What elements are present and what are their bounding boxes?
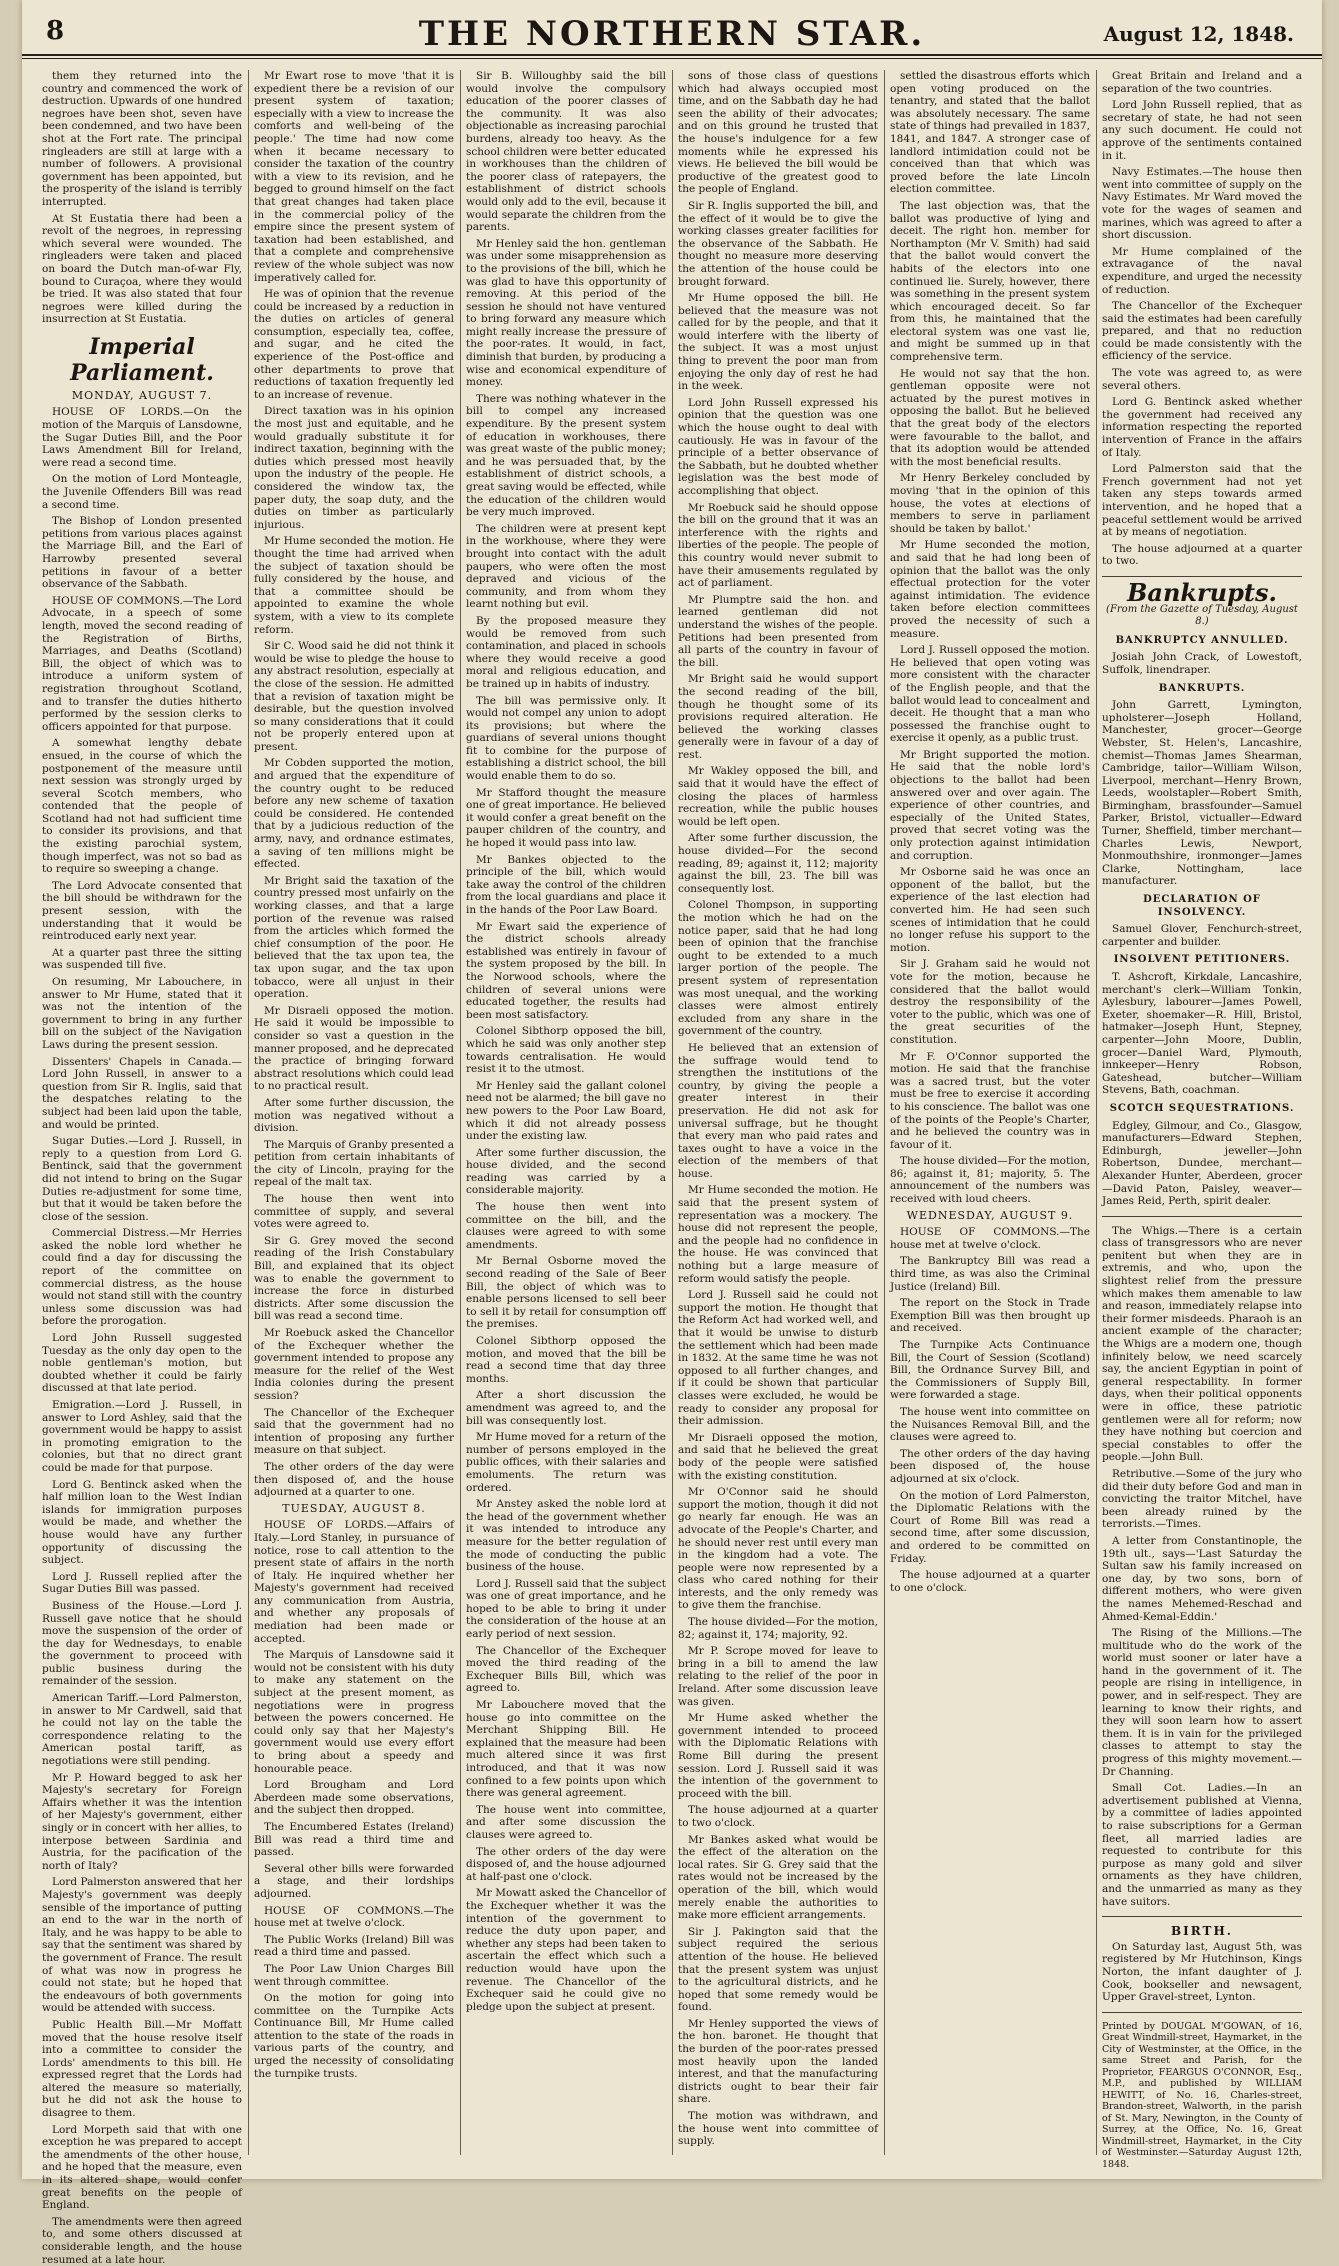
paragraph: The Marquis of Granby presented a petition from certain inhabitants of the city of Lincoln, praying for the repeal of the malt tax.	[254, 1138, 454, 1189]
printer-imprint: Printed by DOUGAL M'GOWAN, of 16, Great Windmill-street, Haymarket, in the City of Westminster, at the Office, in the same Street and Parish, for the Proprietor, FEARGUS O'CONNOR, Esq., M.P., and published by WILLIAM HEWITT, of No. 16, Charles-street, Brandon-street, Walworth, in the parish of St. Mary, Newington, in the County of Surrey, at the Office, No. 16, Great Windmill-street, Haymarket, in the City of Westminster.—Saturday August 12th, 1848.	[1102, 2020, 1302, 2170]
paragraph: Commercial Distress.—Mr Herries asked the noble lord whether he could find a day for discussing the report of the committee on commercial distress, as the house would not stand still with the country unless some discussion was had before the prorogation.	[42, 1227, 242, 1328]
paragraph: Mr Bankes objected to the principle of the bill, which would take away the control of the children from the local guardians and place it in the hands of the Poor Law Board.	[466, 853, 666, 916]
paragraph: Mr Bright supported the motion. He said that the noble lord's objections to the ballot had been answered over and over again. The experience of other countries, and especially of the United States, proved that secret voting was the only protection against intimidation and corruption.	[890, 748, 1090, 862]
paragraph: Mr Mowatt asked the Chancellor of the Exchequer whether it was the intention of the government to reduce the duty upon paper, and whether any steps had been taken to ascertain the effect which such a reduction would have upon the revenue. The Chancellor of the Exchequer said he could give no pledge upon the subject at present.	[466, 1887, 666, 2013]
paragraph: Mr Roebuck said he should oppose the bill on the ground that it was an interference with the rights and liberties of the people. The people of this country would never submit to have their amusements regulated by act of parliament.	[678, 501, 878, 590]
column-5	[890, 70, 1090, 2160]
paragraph: Lord J. Russell opposed the motion. He believed that open voting was more consistent with the character of the English people, and that the ballot would lead to concealment and deceit. He thought that a man who possessed the franchise ought to exercise it openly, as a public trust.	[890, 644, 1090, 745]
paragraph: Colonel Sibthorp opposed the bill, which he said was only another step towards centralisation. He would resist it to the utmost.	[466, 1025, 666, 1076]
newspaper-page	[22, 0, 1322, 2266]
section-heading-bankrupts: Bankrupts.	[1127, 577, 1277, 607]
paragraph: Mr Henley supported the views of the hon. baronet. He thought that the burden of the poor-rates pressed most heavily upon the landed interest, and that the manufacturing districts ought to bear their fair share.	[678, 2017, 878, 2106]
paragraph: T. Ashcroft, Kirkdale, Lancashire, merchant's clerk—William Tonkin, Aylesbury, labourer—James Powell, Exeter, shoemaker—R. Hill, Bristol, hatmaker—Joseph Hunt, Stepney, carpenter—John Moore, Dublin, grocer—Daniel Ward, Plymouth, innkeeper—Henry Robson, Gateshead, butcher—William Stevens, Bath, coachman.	[1102, 971, 1302, 1097]
paragraph: Mr Hume complained of the extravagance of the naval expenditure, and urged the necessity of reduction.	[1102, 245, 1302, 296]
paragraph: HOUSE OF COMMONS.—The house met at twelve o'clock.	[890, 1226, 1090, 1251]
paragraph: The house went into committee on the Nuisances Removal Bill, and the clauses were agreed to.	[890, 1405, 1090, 1444]
paragraph: The bill was permissive only. It would not compel any union to adopt its provisions; but where the guardians of several unions thought fit to combine for the purpose of establishing a district school, the bill would enable them to do so.	[466, 694, 666, 783]
paragraph: The house then went into committee on the bill, and the clauses were agreed to with some amendments.	[466, 1201, 666, 1251]
paragraph: The Encumbered Estates (Ireland) Bill was read a third time and passed.	[254, 1820, 454, 1859]
paragraph: Josiah John Crack, of Lowestoft, Suffolk, linendraper.	[1102, 651, 1302, 676]
paragraph: Business of the House.—Lord J. Russell gave notice that he should move the suspension of the order of the day for Wednesdays, to enable the government to proceed with public business during the remainder of the session.	[42, 1599, 242, 1688]
paragraph: Mr Henley said the hon. gentleman was under some misapprehension as to the provisions of the bill, which he was glad to have this opportunity of removing. At this period of the session he should not have ventured to bring forward any measure which might really increase the pressure of the poor-rates. It would, in fact, diminish that burden, by producing a wise and economical expenditure of money.	[466, 237, 666, 389]
paragraph: By the proposed measure they would be removed from such contamination, and placed in schools where they would receive a good moral and religious education, and be trained up in habits of industry.	[466, 614, 666, 690]
paragraph: After some further discussion, the motion was negatived without a division.	[254, 1096, 454, 1135]
date-subheading: WEDNESDAY, AUGUST 9.	[906, 1208, 1074, 1222]
paragraph: Mr F. O'Connor supported the motion. He said that the franchise was a sacred trust, but the voter must be free to exercise it according to his conscience. The ballot was one of the points of the People's Charter, and he believed the country was in favour of it.	[890, 1050, 1090, 1151]
paragraph: Navy Estimates.—The house then went into committee of supply on the Navy Estimates. Mr Ward moved the vote for the wages of seamen and marines, which was agreed to after a short discussion.	[1102, 166, 1302, 242]
paragraph: Mr Plumptre said the hon. and learned gentleman did not understand the wishes of the people. Petitions had been presented from all parts of the country in favour of the bill.	[678, 593, 878, 669]
paragraph: Lord John Russell replied, that as secretary of state, he had not seen any such document. He could not approve of the sentiments contained in it.	[1102, 99, 1302, 162]
paragraph: Mr Hume moved for a return of the number of persons employed in the public offices, with their salaries and emoluments. The return was ordered.	[466, 1431, 666, 1494]
paragraph: At a quarter past three the sitting was suspended till five.	[42, 946, 242, 972]
birth-heading: BIRTH.	[1171, 1924, 1233, 1939]
paragraph: Lord Morpeth said that with one exception he was prepared to accept the amendments of the other house, and he hoped that the measure, even in its altered shape, would confer great benefits on the people of England.	[42, 2123, 242, 2212]
paragraph: Mr Cobden supported the motion, and argued that the expenditure of the country ought to be reduced before any new scheme of taxation could be considered. He contended that by a judicious reduction of the army, navy, and ordnance estimates, a saving of ten millions might be effected.	[254, 757, 454, 871]
paragraph: The house adjourned at a quarter to two o'clock.	[678, 1804, 878, 1829]
paragraph: Direct taxation was in his opinion the most just and equitable, and he would gradually substitute it for indirect taxation, beginning with the duties which pressed most heavily upon the industry of the people. He considered the window tax, the paper duty, the soap duty, and the duties on timber as particularly injurious.	[254, 405, 454, 531]
column-2	[254, 70, 454, 2160]
paragraph: Mr Bernal Osborne moved the second reading of the Sale of Beer Bill, the object of which was to enable persons licensed to sell beer to sell it by retail for consumption off the premises.	[466, 1255, 666, 1331]
paragraph: Samuel Glover, Fenchurch-street, carpenter and builder.	[1102, 923, 1302, 948]
paragraph: The children were at present kept in the workhouse, where they were brought into contact with the adult paupers, who were often the most depraved and vicious of the community, and from whom they learnt nothing but evil.	[466, 522, 666, 611]
section-rule	[1102, 2012, 1302, 2013]
paragraph: The house then went into committee of supply, and several votes were agreed to.	[254, 1193, 454, 1231]
paragraph: The Public Works (Ireland) Bill was read a third time and passed.	[254, 1933, 454, 1959]
paragraph: The Bankruptcy Bill was read a third time, as was also the Criminal Justice (Ireland) Bill.	[890, 1255, 1090, 1293]
paragraph: Colonel Sibthorp opposed the motion, and moved that the bill be read a second time that day three months.	[466, 1335, 666, 1385]
paragraph: The last objection was, that the ballot was productive of lying and deceit. The right hon. member for Northampton (Mr V. Smith) had said that the ballot would convert the habits of the electors into one continued lie. Surely, however, there was something in the present system which encouraged deceit. So far from this, he maintained that the electoral system was one vast lie, and might be summed up in that comprehensive term.	[890, 199, 1090, 364]
paragraph: Lord J. Russell said that the subject was one of great importance, and he hoped to be able to bring it under the consideration of the house at an early period of next session.	[466, 1577, 666, 1641]
paragraph: Mr Hume asked whether the government intended to proceed with the Diplomatic Relations with Rome Bill during the present session. Lord J. Russell said it was the intention of the government to proceed with the bill.	[678, 1712, 878, 1800]
paragraph: On the motion of Lord Monteagle, the Juvenile Offenders Bill was read a second time.	[42, 473, 242, 511]
paragraph: Edgley, Gilmour, and Co., Glasgow, manufacturers—Edward Stephen, Edinburgh, jeweller—John Robertson, Dundee, merchant—Alexander Hunter, Aberdeen, grocer—David Paton, Paisley, weaver—James Reid, Perth, spirit dealer.	[1102, 1119, 1302, 1208]
paragraph: The house went into committee, and after some discussion the clauses were agreed to.	[466, 1803, 666, 1841]
paragraph: The house adjourned at a quarter to one o'clock.	[890, 1569, 1090, 1594]
paragraph: Mr Osborne said he was once an opponent of the ballot, but the experience of the last election had converted him. He had seen such scenes of intimidation that he could no longer refuse his support to the motion.	[890, 866, 1090, 954]
paragraph: settled the disastrous efforts which open voting produced on the tenantry, and stated that the ballot was absolutely necessary. The same state of things had prevailed in 1837, 1841, and 1847. A stronger case of landlord intimidation could not be conceived than that which was proved before the late Lincoln election committee.	[890, 70, 1090, 196]
paragraph: sons of those class of questions which had always occupied most time, and on the Sabbath day he had seen the ability of their advocates; and on this ground he trusted that the house's indulgence for a few moments while he expressed his views. He believed the bill would be productive of the greatest good to the people of England.	[678, 70, 878, 196]
paragraph: Mr Anstey asked the noble lord at the head of the government whether it was intended to introduce any measure for the better regulation of the mode of conducting the public business of the house.	[466, 1498, 666, 1574]
paragraph: HOUSE OF LORDS.—On the motion of the Marquis of Lansdowne, the Sugar Duties Bill, and the Poor Laws Amendment Bill for Ireland, were read a second time.	[42, 406, 242, 469]
paragraph: Lord G. Bentinck asked when the half million loan to the West Indian islands for immigration purposes would be made, and whether the house would have any further opportunity of discussing the subject.	[42, 1478, 242, 1567]
paragraph: On the motion of Lord Palmerston, the Diplomatic Relations with the Court of Rome Bill was read a second time, after some discussion, and ordered to be committed on Friday.	[890, 1489, 1090, 1565]
paragraph: Mr Hume seconded the motion. He thought the time had arrived when the subject of taxation should be fully considered by the house, and that a committee should be appointed to examine the whole system, with a view to its complete reform.	[254, 535, 454, 636]
paragraph: HOUSE OF LORDS.—Affairs of Italy.—Lord Stanley, in pursuance of notice, rose to call attention to the present state of affairs in the north of Italy. He inquired whether her Majesty's government had received any communication from Austria, and whether any proposals of mediation had been made or accepted.	[254, 1519, 454, 1645]
paragraph: Lord Palmerston said that the French government had not yet taken any steps towards armed intervention, and he hoped that a peaceful settlement would be arrived at by means of negotiation.	[1102, 463, 1302, 539]
paragraph: Sir B. Willoughby said the bill would involve the compulsory education of the poorer classes of the community. It was also objectionable as increasing parochial burdens, already too heavy. As the school children were better educated in workhouses than the children of the poorer class of ratepayers, the establishment of district schools would only add to the evil, because it would separate the children from the parents.	[466, 70, 666, 234]
paragraph: The Bishop of London presented petitions from various places against the Marriage Bill, and the Earl of Harrowby presented several petitions in favour of a better observance of the Sabbath.	[42, 515, 242, 591]
paragraph: The Marquis of Lansdowne said it would not be consistent with his duty to make any statement on the subject at the present moment, as negotiations were in progress between the powers concerned. He could only say that her Majesty's government would use every effort to bring about a speedy and honourable peace.	[254, 1649, 454, 1775]
paragraph: Mr Disraeli opposed the motion. He said it would be impossible to consider so vast a question in the manner proposed, and he deprecated the practice of bringing forward abstract resolutions which could lead to no practical result.	[254, 1004, 454, 1093]
paragraph: The Lord Advocate consented that the bill should be withdrawn for the present session, with the understanding that it would be reintroduced early next year.	[42, 879, 242, 943]
paragraph: Mr Bright said the taxation of the country pressed most unfairly on the working classes, and that a large portion of the revenue was raised from the articles which formed the chief consumption of the poor. He believed that the tax upon tea, the tax upon sugar, and the tax upon tobacco, were all unjust in their operation.	[254, 874, 454, 1001]
paragraph: HOUSE OF COMMONS.—The Lord Advocate, in a speech of some length, moved the second reading of the Registration of Births, Marriages, and Deaths (Scotland) Bill, the object of which was to introduce a uniform system of registration throughout Scotland, and to transfer the duties hitherto performed by the session clerks to officers appointed for that purpose.	[42, 594, 242, 733]
newspaper-title: THE NORTHERN STAR.	[418, 14, 926, 54]
paragraph: There was nothing whatever in the bill to compel any increased expenditure. By the present system of education in workhouses, there was great waste of the public money; and he was persuaded that, by the establishment of district schools, a great saving would be effected, while the education of the children would be very much improved.	[466, 392, 666, 519]
paragraph: The amendments were then agreed to, and some others discussed at considerable length, and the house resumed at a late hour.	[42, 2215, 242, 2266]
paragraph: Public Health Bill.—Mr Moffatt moved that the house resolve itself into a committee to consider the Lords' amendments to this bill. He expressed regret that the Lords had altered the measure so materially, but he did not ask the house to disagree to them.	[42, 2018, 242, 2120]
paragraph: Lord G. Bentinck asked whether the government had received any information respecting the reported intervention of France in the affairs of Italy.	[1102, 396, 1302, 459]
paragraph: After a short discussion the amendment was agreed to, and the bill was consequently lost.	[466, 1389, 666, 1427]
paragraph: On the motion for going into committee on the Turnpike Acts Continuance Bill, Mr Hume called attention to the state of the roads in various parts of the country, and urged the necessity of consolidating the turnpike trusts.	[254, 1992, 454, 2080]
paragraph: The house divided—For the motion, 86; against it, 81; majority, 5. The announcement of the numbers was received with loud cheers.	[890, 1155, 1090, 1206]
date-subheading: TUESDAY, AUGUST 8.	[282, 1501, 426, 1515]
paragraph: The other orders of the day having been disposed of, the house adjourned at six o'clock.	[890, 1447, 1090, 1485]
paragraph: The Chancellor of the Exchequer said that the government had no intention of proposing any further measure on that subject.	[254, 1406, 454, 1457]
column-4	[678, 70, 878, 2160]
paragraph: John Garrett, Lymington, upholsterer—Joseph Holland, Manchester, grocer—George Webster, St. Helen's, Lancashire, chemist—Thomas James Shearman, Cambridge, tailor—William Wilson, Liverpool, merchant—Henry Brown, Leeds, woolstapler—Robert Smith, Birmingham, brassfounder—Samuel Parker, Bristol, victualler—Edward Turner, Sheffield, timber merchant—Charles Lewis, Newport, Monmouthshire, ironmonger—James Clarke, Nottingham, lace manufacturer.	[1102, 699, 1302, 888]
masthead	[22, 14, 1322, 56]
paragraph: Mr Hume seconded the motion, and said that he had long been of opinion that the ballot was the only effectual protection for the voter against intimidation. The evidence taken before election committees proved the necessity of such a measure.	[890, 539, 1090, 640]
issue-date: August 12, 1848.	[1103, 22, 1294, 46]
column-6	[1102, 70, 1302, 2170]
paragraph: The Chancellor of the Exchequer said the estimates had been carefully prepared, and that no reduction could be made consistently with the efficiency of the service.	[1102, 300, 1302, 363]
page-number: 8	[46, 16, 65, 46]
paragraph: Mr O'Connor said he should support the motion, though it did not go nearly far enough. He was an advocate of the People's Charter, and he should never rest until every man in the kingdom had a vote. The people were now represented by a class who cared nothing for their interests, and the only remedy was to give them the franchise.	[678, 1486, 878, 1612]
paragraph: The Chancellor of the Exchequer moved the third reading of the Exchequer Bills Bill, which was agreed to.	[466, 1644, 666, 1695]
paragraph: Sir R. Inglis supported the bill, and the effect of it would be to give the working classes greater facilities for the observance of the Sabbath. He thought no measure more deserving the attention of the house could be brought forward.	[678, 199, 878, 288]
paragraph: The other orders of the day were then disposed of, and the house adjourned at a quarter to one.	[254, 1460, 454, 1499]
paragraph: Mr Roebuck asked the Chancellor of the Exchequer whether the government intended to propose any measure for the relief of the West India colonies during the present session?	[254, 1327, 454, 1402]
paragraph: He would not say that the hon. gentleman opposite were not actuated by the purest motives in opposing the ballot. But he believed that the great body of the electors were favourable to the ballot, and that its adoption would be attended with the most beneficial results.	[890, 367, 1090, 468]
paragraph: Mr Disraeli opposed the motion, and said that he believed the great body of the people were satisfied with the existing constitution.	[678, 1431, 878, 1482]
section-rule	[1102, 576, 1302, 577]
paragraph: Dissenters' Chapels in Canada.—Lord John Russell, in answer to a question from Sir R. Inglis, said that the despatches relating to the subject had been laid upon the table, and would be printed.	[42, 1055, 242, 1131]
paragraph: The report on the Stock in Trade Exemption Bill was then brought up and received.	[890, 1297, 1090, 1335]
paragraph: The vote was agreed to, as were several others.	[1102, 367, 1302, 392]
subsection-label: SCOTCH SEQUESTRATIONS.	[1109, 1102, 1295, 1114]
paragraph: Great Britain and Ireland and a separation of the two countries.	[1102, 70, 1302, 95]
column-divider	[460, 70, 461, 2155]
date-subheading: MONDAY, AUGUST 7.	[71, 388, 213, 402]
paragraph: Lord J. Russell replied after the Sugar Duties Bill was passed.	[42, 1570, 242, 1596]
paragraph: Mr Stafford thought the measure one of great importance. He believed it would confer a great benefit on the pauper children of the country, and he hoped it would pass into law.	[466, 786, 666, 850]
paragraph: After some further discussion, the house divided—For the second reading, 89; against it, 112; majority against the bill, 23. The bill was consequently lost.	[678, 832, 878, 895]
paragraph: Mr Ewart rose to move 'that it is expedient there be a revision of our present system of taxation; especially with a view to increase the comforts and well-being of the people.' The time had now come when it became necessary to consider the taxation of the country with a view to its revision, and he begged to ground himself on the fact that great changes had taken place in the commercial policy of the empire since the present system of taxation had been established, and that a complete and comprehensive review of the whole subject was now imperatively called for.	[254, 70, 454, 284]
gazette-source-line: (From the Gazette of Tuesday, August 8.)	[1106, 603, 1298, 628]
column-divider	[884, 70, 885, 2155]
paragraph: Lord Brougham and Lord Aberdeen made some observations, and the subject then dropped.	[254, 1779, 454, 1817]
paragraph: HOUSE OF COMMONS.—The house met at twelve o'clock.	[254, 1904, 454, 1930]
paragraph: A letter from Constantinople, the 19th ult., says—'Last Saturday the Sultan saw his family increased on one day, by two sons, born of different mothers, who were given the names Mehemed-Reschad and Ahmed-Kemal-Eddin.'	[1102, 1534, 1302, 1623]
paragraph: On resuming, Mr Labouchere, in answer to Mr Hume, stated that it was not the intention of the government to bring in any further bill on the subject of the Navigation Laws during the present session.	[42, 976, 242, 1051]
column-divider	[1096, 70, 1097, 2155]
paragraph: Mr Bright said he would support the second reading of the bill, though he thought some of its provisions required alteration. He believed the working classes generally were in favour of a day of rest.	[678, 673, 878, 761]
section-heading-imperial-parliament: Imperial Parliament.	[70, 333, 214, 386]
paragraph: American Tariff.—Lord Palmerston, in answer to Mr Cardwell, said that he could not lay on the table the correspondence relating to the American postal tariff, as negotiations were still pending.	[42, 1692, 242, 1768]
column-3	[466, 70, 666, 2160]
paragraph: Retributive.—Some of the jury who did their duty before God and man in convicting the traitor Mitchel, have been already ruined by the terrorists.—Times.	[1102, 1467, 1302, 1531]
paragraph: Several other bills were forwarded a stage, and their lordships adjourned.	[254, 1862, 454, 1900]
paragraph: He believed that an extension of the suffrage would tend to strengthen the institutions of the country, by giving the people a greater interest in their preservation. He did not ask for universal suffrage, but he thought that every man who paid rates and taxes ought to have a voice in the election of the members of that house.	[678, 1041, 878, 1180]
paragraph: Sir G. Grey moved the second reading of the Irish Constabulary Bill, and explained that its object was to enable the government to increase the force in disturbed districts. After some discussion the bill was read a second time.	[254, 1234, 454, 1323]
subsection-label: BANKRUPTCY ANNULLED.	[1115, 634, 1289, 646]
subsection-label: DECLARATION OF INSOLVENCY.	[1143, 894, 1261, 918]
paragraph: The motion was withdrawn, and the house went into committee of supply.	[678, 2110, 878, 2148]
paragraph: Lord John Russell suggested Tuesday as the only day open to the noble gentleman's motion, but doubted whether it could be fairly discussed at that late period.	[42, 1332, 242, 1395]
paragraph: Mr Bankes asked what would be the effect of the alteration on the local rates. Sir G. Grey said that the rates would not be increased by the operation of the bill, which would merely enable the authorities to make more efficient arrangements.	[678, 1833, 878, 1922]
paragraph: He was of opinion that the revenue could be increased by a reduction in the duties on articles of general consumption, especially tea, coffee, and sugar, and he cited the experience of the Post-office and other departments to prove that reductions of taxation frequently led to an increase of revenue.	[254, 288, 454, 401]
paragraph: The Whigs.—There is a certain class of transgressors who are never penitent but when they are in extremis, and who, upon the slightest relief from the pressure which makes them amenable to law and reason, immediately relapse into their former misdeeds. Pharaoh is an ancient example of the character; the Whigs are a modern one, though infinitely below, we need scarcely say, the ancient Egyptian in point of general respectability. In former days, when their political opponents were in office, these patriotic gentlemen were all for reform; now they have nothing but coercion and special constables to offer the people.—John Bull.	[1102, 1224, 1302, 1464]
paragraph: Sir J. Graham said he would not vote for the motion, because he considered that the ballot would destroy the responsibility of the voter to the public, which was one of the great securities of the constitution.	[890, 958, 1090, 1046]
paragraph: The Rising of the Millions.—The multitude who do the work of the world must sooner or later have a hand in the government of it. The people are rising in intelligence, in power, and in self-respect. They are learning to know their rights, and they will soon learn how to assert them. It is in vain for the privileged classes to attempt to stay the progress of this mighty movement.—Dr Channing.	[1102, 1627, 1302, 1778]
paragraph: Colonel Thompson, in supporting the motion which he had on the notice paper, said that he had long been of opinion that the franchise ought to be extended to a much larger portion of the people. The present system of representation was most unequal, and the working classes were almost entirely excluded from any share in the government of the country.	[678, 899, 878, 1038]
column-1	[42, 70, 242, 2266]
subsection-label: BANKRUPTS.	[1158, 682, 1246, 694]
paragraph: Mr Henry Berkeley concluded by moving 'that in the opinion of this house, the votes at elections of members to serve in parliament should be taken by ballot.'	[890, 472, 1090, 535]
paragraph: them they returned into the country and commenced the work of destruction. Upwards of one hundred negroes have been shot, seven have been condemned, and two have been shot at the Fort rate. The principal ringleaders are still at large with a number of followers. A provisional government has been appointed, but the prosperity of the island is terribly interrupted.	[42, 70, 242, 208]
paragraph: On Saturday last, August 5th, was registered by Mr Hutchinson, Kings Norton, the infant daughter of J. Cook, bookseller and newsagent, Upper Gravel-street, Lynton.	[1102, 1940, 1302, 2004]
paragraph: Sugar Duties.—Lord J. Russell, in reply to a question from Lord G. Bentinck, said that the government did not intend to bring on the Sugar Duties re-adjustment for some time, but that it would be taken before the close of the session.	[42, 1135, 242, 1223]
paragraph: Mr Hume seconded the motion. He said that the present system of representation was a mockery. The house did not represent the people, and the people had no confidence in the house. He was convinced that nothing but a large measure of reform would satisfy the people.	[678, 1184, 878, 1285]
paragraph: After some further discussion, the house divided, and the second reading was carried by a considerable majority.	[466, 1146, 666, 1197]
column-divider	[672, 70, 673, 2155]
paragraph: Lord John Russell expressed his opinion that the question was one which the house ought to deal with cautiously. He was in favour of the principle of a better observance of the Sabbath, but he doubted whether legislation was the best mode of accomplishing that object.	[678, 396, 878, 497]
paragraph: Sir J. Pakington said that the subject required the serious attention of the house. He believed that the present system was unjust to the agricultural districts, and he hoped that some remedy would be found.	[678, 1925, 878, 2014]
paragraph: Mr Labouchere moved that the house go into committee on the Merchant Shipping Bill. He explained that the measure had been much altered since it was first introduced, and that it was now confined to a few points upon which there was general agreement.	[466, 1699, 666, 1800]
paragraph: Mr Ewart said the experience of the district schools already established was entirely in favour of the system proposed by the bill. In the Norwood schools, where the children of several unions were educated together, the results had been most satisfactory.	[466, 920, 666, 1021]
paragraph: A somewhat lengthy debate ensued, in the course of which the postponement of the measure until next session was strongly urged by several Scotch members, who contended that the people of Scotland had not had sufficient time to consider its provisions, and that the existing parochial system, though imperfect, was not so bad as to require so sweeping a change.	[42, 737, 242, 876]
masthead-rule	[22, 58, 1322, 59]
paragraph: At St Eustatia there had been a revolt of the negroes, in repressing which several were wounded. The ringleaders were taken and placed on board the Dutch man-of-war Fly, bound to Curaçoa, where they would be tried. It was also stated that four negroes were killed during the insurrection at St Eustatia.	[42, 212, 242, 326]
paragraph: Lord Palmerston answered that her Majesty's government was deeply sensible of the importance of putting an end to the war in the north of Italy, and he was happy to be able to say that the sentiment was shared by the government of France. The result of what was now in progress he could not state; but he hoped that the endeavours of both governments would be attended with success.	[42, 1876, 242, 2015]
paragraph: The Poor Law Union Charges Bill went through committee.	[254, 1962, 454, 1988]
paragraph: Lord J. Russell said he could not support the motion. He thought that the Reform Act had worked well, and that it would be unwise to disturb the settlement which had been made in 1832. At the same time he was not opposed to all further changes, and if it could be shown that particular classes were excluded, he would be ready to consider any proposal for their admission.	[678, 1289, 878, 1428]
paragraph: Small Cot. Ladies.—In an advertisement published at Vienna, by a committee of ladies appointed to raise subscriptions for a German fleet, all married ladies are requested to contribute for this purpose as many gold and silver ornaments as they have children, and the unmarried as many as they have suitors.	[1102, 1782, 1302, 1908]
paragraph: Mr Wakley opposed the bill, and said that it would have the effect of closing the places of harmless recreation, while the public houses would be left open.	[678, 765, 878, 828]
column-divider	[248, 70, 249, 2155]
paragraph: Mr Hume opposed the bill. He believed that the measure was not called for by the people, and that it would interfere with the liberty of the subject. It was a most unjust thing to prevent the poor man from enjoying the only day of rest he had in the week.	[678, 292, 878, 393]
paragraph: The house adjourned at a quarter to two.	[1102, 542, 1302, 568]
paragraph: The house divided—For the motion, 82; against it, 174; majority, 92.	[678, 1616, 878, 1641]
paragraph: Mr Henley said the gallant colonel need not be alarmed; the bill gave no new powers to the Poor Law Board, which it did not already possess under the existing law.	[466, 1079, 666, 1143]
paragraph: Sir C. Wood said he did not think it would be wise to pledge the house to any abstract resolution, especially at the close of the session. He admitted that a revision of taxation might be desirable, but the question involved so many considerations that it could not be properly entered upon at present.	[254, 640, 454, 753]
paragraph: The other orders of the day were disposed of, and the house adjourned at half-past one o'clock.	[466, 1845, 666, 1883]
subsection-label: INSOLVENT PETITIONERS.	[1113, 954, 1291, 966]
paragraph: Mr P. Scrope moved for leave to bring in a bill to amend the law relating to the relief of the poor in Ireland. After some discussion leave was given.	[678, 1645, 878, 1708]
section-rule	[1102, 1916, 1302, 1917]
paragraph: Emigration.—Lord J. Russell, in answer to Lord Ashley, said that the government would be happy to assist in promoting emigration to the colonies, but that no direct grant could be made for that purpose.	[42, 1399, 242, 1474]
section-rule	[1102, 1216, 1302, 1217]
paragraph: Mr P. Howard begged to ask her Majesty's secretary for Foreign Affairs whether it was the intention of her Majesty's government, either singly or in concert with her allies, to interpose between Sardinia and Austria, for the pacification of the north of Italy?	[42, 1771, 242, 1872]
paragraph: The Turnpike Acts Continuance Bill, the Court of Session (Scotland) Bill, the Ordnance Survey Bill, and the Commissioners of Supply Bill, were forwarded a stage.	[890, 1339, 1090, 1402]
